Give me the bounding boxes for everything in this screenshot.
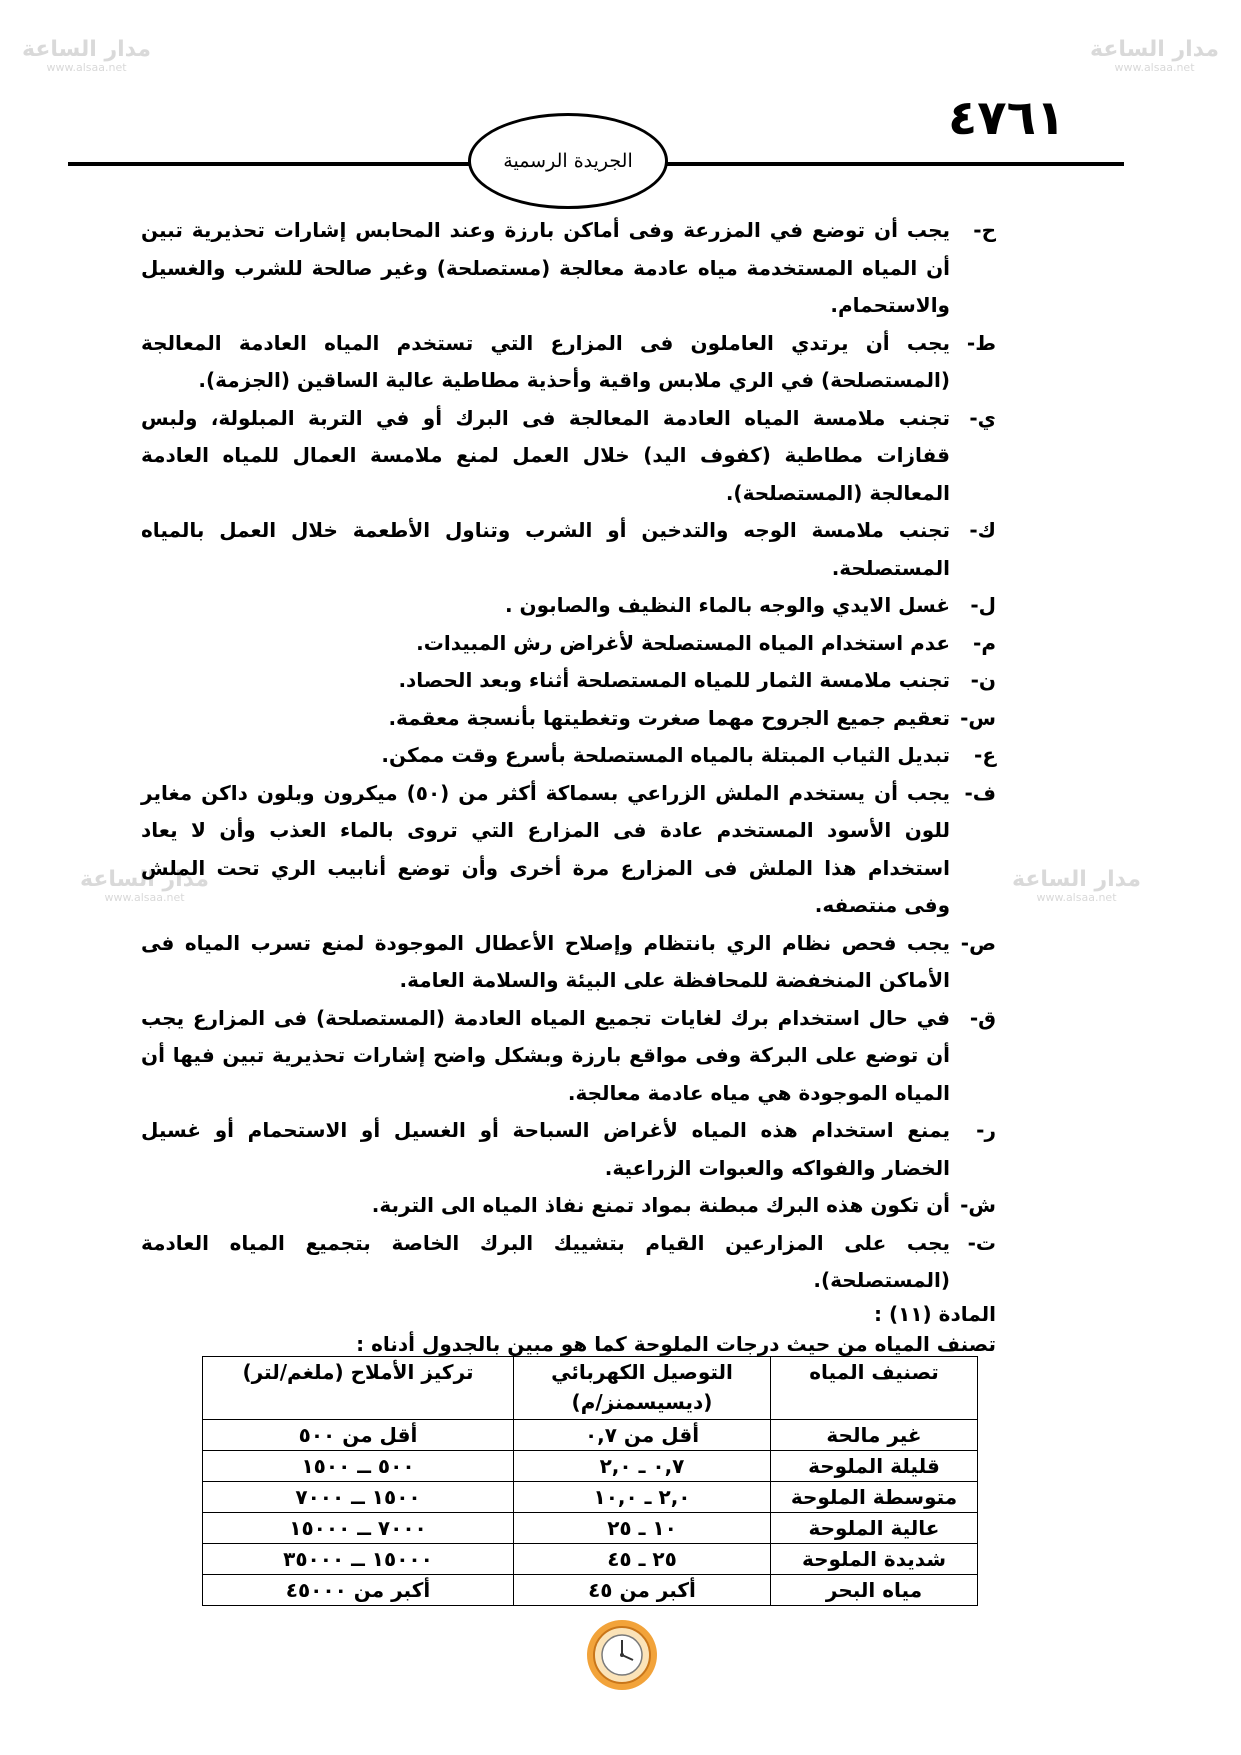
cell-conductivity: أكبر من ٤٥ xyxy=(514,1575,771,1606)
clause-item xyxy=(141,1225,996,1300)
watermark-url: www.alsaa.net xyxy=(1036,891,1117,905)
clock-logo-icon xyxy=(585,1618,659,1692)
cell-classification: متوسطة الملوحة xyxy=(771,1482,978,1513)
clause-item xyxy=(141,700,996,738)
cell-conductivity: ٢٥ ـ ٤٥ xyxy=(514,1544,771,1575)
clause-letter: ف- xyxy=(964,780,996,805)
clause-text: يجب أن توضع في المزرعة وفى أماكن بارزة وعند المحابس إشارات تحذيرية تبين أن المياه المستخدمة مياه عادمة معالجة (مستصلحة) وغير صالحة للشرب والغسيل والاستحمام. xyxy=(141,218,950,317)
clause-text: يجب فحص نظام الري بانتظام وإصلاح الأعطال الموجودة لمنع تسرب المياه فى الأماكن المنخفضة للمحافظة على البيئة والسلامة العامة. xyxy=(141,930,950,992)
table-row xyxy=(203,1451,978,1482)
clause-text: تجنب ملامسة الثمار للمياه المستصلحة أثناء وبعد الحصاد. xyxy=(398,668,950,692)
clause-item xyxy=(141,925,996,1000)
clause-text: عدم استخدام المياه المستصلحة لأغراض رش المبيدات. xyxy=(416,630,950,655)
cell-classification: غير مالحة xyxy=(771,1420,978,1451)
cell-classification: مياه البحر xyxy=(771,1575,978,1606)
clause-letter: ت- xyxy=(967,1230,996,1255)
clause-text: تجنب ملامسة المياه العادمة المعالجة فى البرك أو في التربة المبلولة، ولبس قفازات مطاطية (كفوف اليد) خلال العمل لمنع ملامسة العمال للمياه العادمة المعالجة (المستصلحة). xyxy=(141,405,950,505)
table-row xyxy=(203,1513,978,1544)
clause-text: تعقيم جميع الجروح مهما صغرت وتغطيتها بأنسجة معقمة. xyxy=(388,705,950,730)
cell-salts: ٥٠٠ ــ ١٥٠٠ xyxy=(203,1451,514,1482)
header-salts: تركيز الأملاح (ملغم/لتر) xyxy=(203,1357,514,1420)
table-row xyxy=(203,1575,978,1606)
watermark-name: مدار الساعة xyxy=(22,37,152,62)
page-number: ٤٧٦١ xyxy=(948,90,1066,146)
salinity-table xyxy=(202,1356,978,1606)
cell-salts: أكبر من ٤٥٠٠٠ xyxy=(203,1575,514,1606)
cell-salts: ٧٠٠٠ ــ ١٥٠٠٠ xyxy=(203,1513,514,1544)
clause-item xyxy=(141,587,996,625)
clause-letter: ن- xyxy=(970,668,996,692)
clause-text: أن تكون هذه البرك مبطنة بمواد تمنع نفاذ المياه الى التربة. xyxy=(371,1193,950,1217)
clause-item xyxy=(141,512,996,587)
clause-item xyxy=(141,737,996,775)
clauses-list xyxy=(141,212,996,1300)
cell-conductivity: أقل من ٠,٧ xyxy=(514,1420,771,1451)
table-header-row xyxy=(203,1357,978,1420)
clause-item xyxy=(141,325,996,400)
table-row xyxy=(203,1420,978,1451)
watermark-name: مدار الساعة xyxy=(1089,37,1219,62)
clause-letter: ش- xyxy=(960,1193,996,1217)
watermark-top-right xyxy=(1090,38,1219,74)
clause-letter: ص- xyxy=(960,930,996,955)
table-row xyxy=(203,1544,978,1575)
clause-text: يجب أن يرتدي العاملون فى المزارع التي تستخدم المياه العادمة المعالجة (المستصلحة) في الري ملابس واقية وأحذية مطاطية عالية الساقين (الجزمة). xyxy=(141,330,950,392)
watermark-name: مدار الساعة xyxy=(80,867,210,892)
gazette-header-oval xyxy=(468,113,668,209)
clause-item xyxy=(141,1000,996,1113)
cell-conductivity: ١٠ ـ ٢٥ xyxy=(514,1513,771,1544)
clause-item xyxy=(141,625,996,663)
clause-item xyxy=(141,1112,996,1187)
clause-text: تبديل الثياب المبتلة بالمياه المستصلحة بأسرع وقت ممكن. xyxy=(381,743,950,767)
cell-classification: قليلة الملوحة xyxy=(771,1451,978,1482)
clause-letter: ح- xyxy=(973,218,996,242)
cell-conductivity: ٢,٠ ـ ١٠,٠ xyxy=(514,1482,771,1513)
clause-item xyxy=(141,775,996,925)
article-11 xyxy=(141,1299,996,1359)
clause-letter: ع- xyxy=(974,743,996,767)
header-classification: تصنيف المياه xyxy=(771,1357,978,1420)
clause-letter: ر- xyxy=(976,1118,996,1142)
clause-letter: ل- xyxy=(970,593,996,617)
clause-text: تجنب ملامسة الوجه والتدخين أو الشرب وتناول الأطعمة خلال العمل بالمياه المستصلحة. xyxy=(141,518,950,580)
cell-salts: ١٥٠٠ ــ ٧٠٠٠ xyxy=(203,1482,514,1513)
cell-classification: شديدة الملوحة xyxy=(771,1544,978,1575)
header-conductivity: التوصيل الكهربائي (ديسيسمنز/م) xyxy=(514,1357,771,1420)
clause-text: غسل الايدي والوجه بالماء النظيف والصابون . xyxy=(504,593,950,617)
clause-text: في حال استخدام برك لغايات تجميع المياه العادمة (المستصلحة) فى المزارع يجب أن توضع على البركة وفى مواقع بارزة وبشكل واضح إشارات تحذيرية تبين فيها أن المياه الموجودة هي مياه عادمة معالجة. xyxy=(141,1005,950,1105)
watermark-top-left xyxy=(22,38,151,74)
clause-letter: ط- xyxy=(966,330,996,355)
watermark-middle-right xyxy=(1012,868,1141,904)
clause-letter: ي- xyxy=(969,405,996,430)
clause-text: يمنع استخدام هذه المياه لأغراض السباحة أو الغسيل أو الاستحمام أو غسيل الخضار والفواكه والعبوات الزراعية. xyxy=(141,1118,950,1180)
clause-item xyxy=(141,662,996,700)
table-row xyxy=(203,1482,978,1513)
watermark-name: مدار الساعة xyxy=(1011,867,1141,892)
gazette-title: الجريدة الرسمية xyxy=(503,150,633,172)
watermark-url: www.alsaa.net xyxy=(104,891,185,905)
clause-item xyxy=(141,1187,996,1225)
clause-letter: ق- xyxy=(969,1005,996,1030)
clause-letter: س- xyxy=(960,705,996,730)
cell-conductivity: ٠,٧ ـ ٢,٠ xyxy=(514,1451,771,1482)
article-title: المادة (١١) : xyxy=(874,1302,996,1326)
clause-item xyxy=(141,400,996,513)
clause-text: يجب أن يستخدم الملش الزراعي بسماكة أكثر من (٥٠) ميكرون وبلون داكن مغاير للون الأسود المستخدم عادة فى المزارع التي تروى بالماء العذب وأن لا يعاد استخدام هذا الملش فى المزارع مرة أخرى وأن توضع أنابيب الري تحت الملش وفى منتصفه. xyxy=(141,780,950,917)
clause-letter: ك- xyxy=(969,518,996,542)
clause-letter: م- xyxy=(973,630,996,655)
cell-classification: عالية الملوحة xyxy=(771,1513,978,1544)
cell-salts: أقل من ٥٠٠ xyxy=(203,1420,514,1451)
clause-item xyxy=(141,212,996,325)
article-intro: تصنف المياه من حيث درجات الملوحة كما هو مبين بالجدول أدناه : xyxy=(356,1332,996,1356)
watermark-url: www.alsaa.net xyxy=(1114,61,1195,75)
cell-salts: ١٥٠٠٠ ــ ٣٥٠٠٠ xyxy=(203,1544,514,1575)
clause-text: يجب على المزارعين القيام بتشييك البرك الخاصة بتجميع المياه العادمة (المستصلحة). xyxy=(141,1230,950,1292)
watermark-url: www.alsaa.net xyxy=(46,61,127,75)
